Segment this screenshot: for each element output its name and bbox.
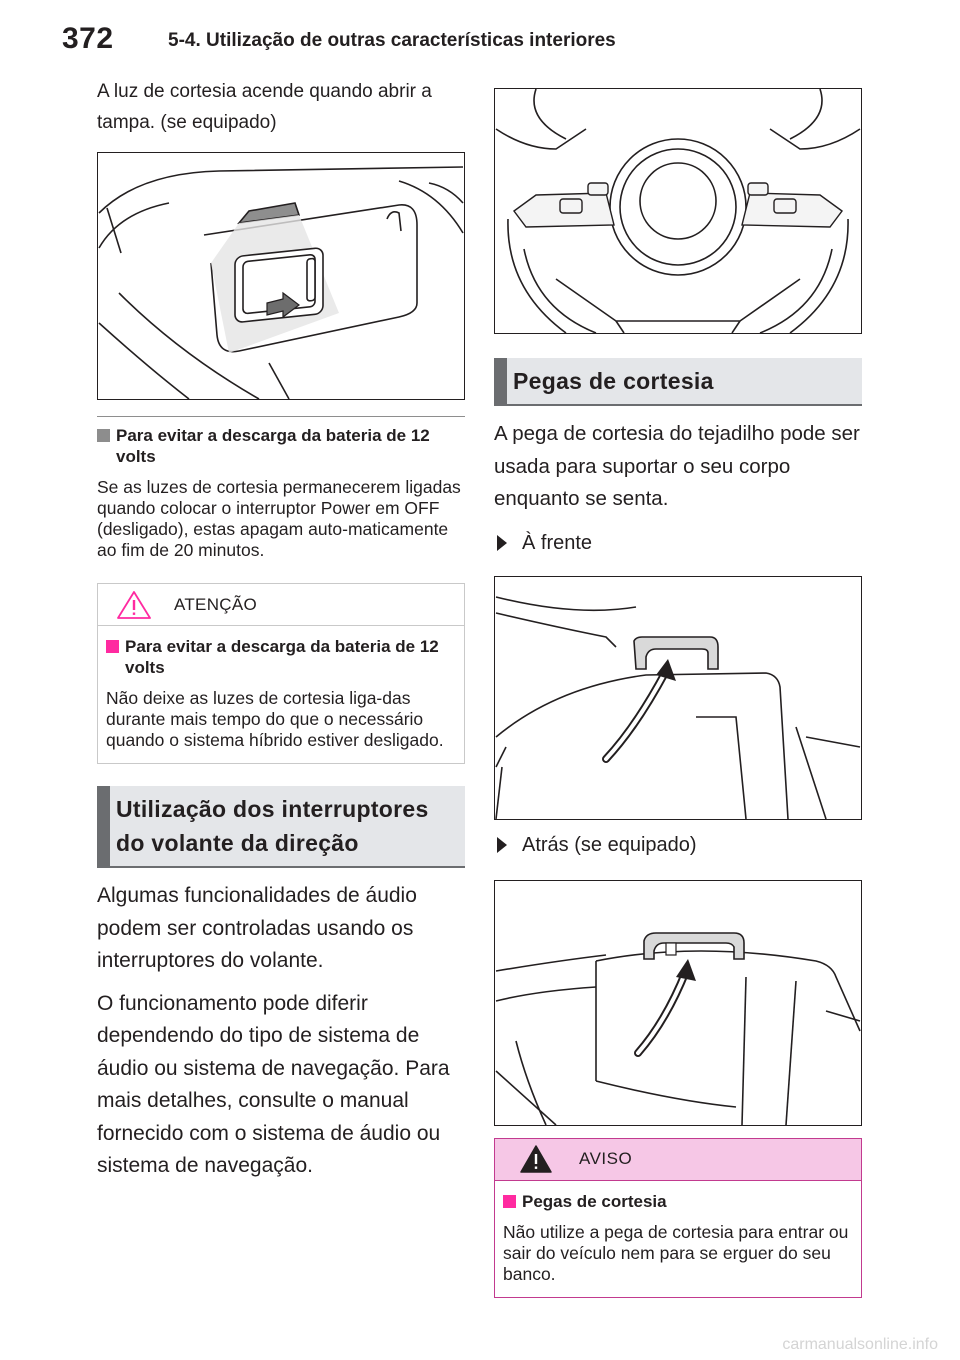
right-column xyxy=(494,76,862,1298)
bullet-front-label: À frente xyxy=(522,531,593,554)
front-handle-illustration xyxy=(494,576,862,820)
steering-wheel-illustration xyxy=(494,88,862,334)
steering-wheel-drawing xyxy=(495,89,861,333)
bullet-rear xyxy=(494,832,862,858)
caution-title: Para evitar a descarga da bateria de 12 volts xyxy=(125,637,439,677)
caution-title-row xyxy=(106,636,456,678)
steering-paragraph-1: Algumas funcionalidades de áudio podem ser controladas usando os interruptores do volante. xyxy=(97,884,417,972)
sun-visor-drawing xyxy=(98,153,464,399)
battery-note-title-row xyxy=(97,425,465,467)
left-column xyxy=(97,76,465,1183)
page-number: 372 xyxy=(62,22,114,55)
caution-body: Não deixe as luzes de cortesia liga-das durante mais tempo do que o necessário quando o sistema híbrido estiver desligado. xyxy=(106,688,444,750)
warning-title-row xyxy=(503,1191,853,1212)
caution-box xyxy=(97,583,465,764)
caution-content xyxy=(98,626,464,763)
caution-square-icon xyxy=(106,640,119,653)
battery-note xyxy=(97,416,465,561)
battery-note-body: Se as luzes de cortesia permanecerem ligadas quando colocar o interruptor Power em OFF (desligado), estas apagam auto-maticamente ao fim de 20 minutos. xyxy=(97,477,461,560)
warning-title: Pegas de cortesia xyxy=(522,1191,667,1211)
bullet-front xyxy=(494,530,862,556)
sun-visor-illustration xyxy=(97,152,465,400)
caution-header xyxy=(98,584,464,626)
bullet-rear-label: Atrás (se equipado) xyxy=(522,833,697,856)
steering-switches-heading: Utilização dos interruptores do volante da direção xyxy=(97,786,465,868)
warning-triangle-icon xyxy=(116,590,152,620)
warning-triangle-icon xyxy=(519,1144,553,1174)
warning-square-icon xyxy=(503,1195,516,1208)
bullet-arrow-icon xyxy=(497,837,507,853)
warning-box xyxy=(494,1138,862,1298)
courtesy-handles-heading: Pegas de cortesia xyxy=(494,358,862,406)
rear-handle-illustration xyxy=(494,880,862,1126)
battery-note-title: Para evitar a descarga da bateria de 12 volts xyxy=(116,426,430,466)
section-title: 5-4. Utilização de outras características interiores xyxy=(168,30,616,51)
intro-text: A luz de cortesia acende quando abrir a tampa. (se equipado) xyxy=(97,81,432,133)
front-handle-drawing xyxy=(495,577,861,819)
warning-content xyxy=(495,1181,861,1297)
warning-label: AVISO xyxy=(579,1149,633,1168)
rear-handle-drawing xyxy=(495,881,861,1125)
footer-watermark: carmanualsonline.info xyxy=(782,1336,938,1353)
warning-header xyxy=(495,1139,861,1181)
courtesy-handles-paragraph: A pega de cortesia do tejadilho pode ser usada para suportar o seu corpo enquanto se senta. xyxy=(494,422,860,510)
steering-paragraph-2: O funcionamento pode diferir dependendo do tipo de sistema de áudio ou sistema de navegação. Para mais detalhes, consulte o manual fornecido com o sistema de áudio ou sistema de navegação. xyxy=(97,991,450,1177)
note-square-icon xyxy=(97,429,110,442)
warning-body: Não utilize a pega de cortesia para entrar ou sair do veículo nem para se erguer do seu banco. xyxy=(503,1221,849,1284)
bullet-arrow-icon xyxy=(497,535,507,551)
caution-label: ATENÇÃO xyxy=(174,594,258,614)
